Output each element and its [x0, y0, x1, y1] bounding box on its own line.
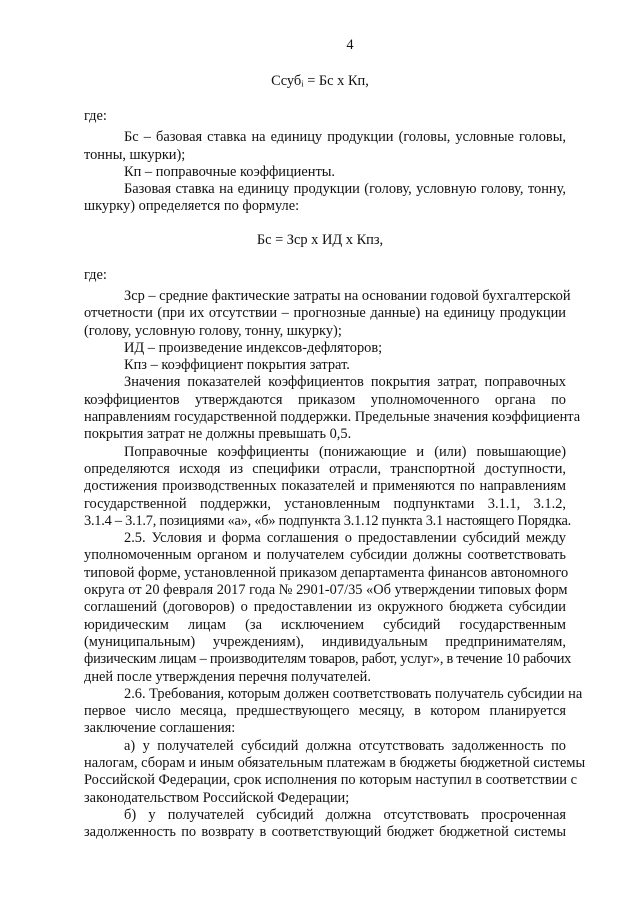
subsidy-formula: Cсубᵢ = Бс х Кп,	[271, 73, 369, 89]
text-line: соглашений (договоров) о предоставлении из окружного бюджета субсидии	[84, 599, 566, 615]
text-line: отчетности (при их отсутствии – прогнозные данные) на единицу продукции	[84, 305, 566, 321]
base-rate-formula: Бс = Зср х ИД х Кпз,	[256, 232, 384, 248]
text-line: (муниципальным) учреждениям), индивидуальным предпринимателям,	[84, 634, 566, 650]
text-line: государственной поддержки, установленным подпунктами 3.1.1, 3.1.2,	[84, 496, 566, 512]
id-definition: ИД – произведение индексов-дефляторов;	[124, 340, 383, 356]
text-line: Российской Федерации, срок исполнения по которым наступил в соответствии с	[84, 772, 577, 788]
text-line: задолженность по возврату в соответствующий бюджет бюджетной системы	[84, 824, 566, 840]
text-line: Зср – средние фактические затраты на основании годовой бухгалтерской	[124, 288, 571, 304]
text-line: первое число месяца, предшествующего месяцу, в котором планируется	[84, 703, 566, 719]
text-line: налогам, сборам и иным обязательным платежам в бюджеты бюджетной системы	[84, 755, 586, 771]
text-line: округа от 20 февраля 2017 года № 2901-07/35 «Об утверждении типовых форм	[84, 582, 568, 598]
text-line: тонны, шкурки);	[84, 147, 186, 163]
text-line: 2.6. Требования, которым должен соответствовать получатель субсидии на	[124, 686, 583, 702]
text-line: 3.1.4 – 3.1.7, позициями «а», «б» подпункта 3.1.12 пункта 3.1 настоящего Порядка.	[84, 513, 571, 529]
text-line: б) у получателей субсидий должна отсутствовать просроченная	[124, 807, 566, 823]
text-line: покрытия затрат не должны превышать 0,5.	[84, 426, 352, 442]
where-label-2: где:	[84, 267, 107, 283]
text-line: коэффициентов утверждаются приказом уполномоченного органа по	[84, 392, 566, 408]
text-line: достижения производственных показателей и применяются по направлениям	[84, 478, 566, 494]
text-line: физическим лицам – производителям товаров, работ, услуг», в течение 10 рабочих	[84, 651, 572, 667]
page-number: 4	[346, 37, 354, 53]
text-line: определяются исходя из специфики отрасли, транспортной доступности,	[84, 461, 566, 477]
text-line: Бс – базовая ставка на единицу продукции (головы, условные головы,	[124, 129, 566, 145]
where-label-1: где:	[84, 108, 107, 124]
text-line: а) у получателей субсидий должна отсутствовать задолженность по	[124, 738, 566, 754]
text-line: Поправочные коэффициенты (понижающие и (или) повышающие)	[124, 444, 566, 460]
text-line: (голову, условную голову, тонну, шкурку);	[84, 323, 342, 339]
kpz-definition: Кпз – коэффициент покрытия затрат.	[124, 357, 350, 373]
text-line: Базовая ставка на единицу продукции (голову, условную голову, тонну,	[124, 181, 566, 197]
kp-definition: Кп – поправочные коэффициенты.	[124, 164, 336, 180]
text-line: направлениям государственной поддержки. Предельные значения коэффициента	[84, 409, 581, 425]
text-line: типовой форме, установленной приказом департамента финансов автономного	[84, 565, 569, 581]
text-line: юридическим лицам (за исключением субсидий государственным	[84, 617, 566, 633]
text-line: уполномоченным органом и получателем субсидии должны соответствовать	[84, 547, 566, 563]
text-line: шкурку) определяется по формуле:	[84, 198, 300, 214]
text-line: 2.5. Условия и форма соглашения о предоставлении субсидий между	[124, 530, 566, 546]
text-line: законодательством Российской Федерации;	[84, 790, 350, 806]
text-line: Значения показателей коэффициентов покрытия затрат, поправочных	[124, 374, 566, 390]
text-line: дней после утверждения перечня получателей.	[84, 669, 371, 685]
text-line: заключение соглашения:	[84, 720, 236, 736]
